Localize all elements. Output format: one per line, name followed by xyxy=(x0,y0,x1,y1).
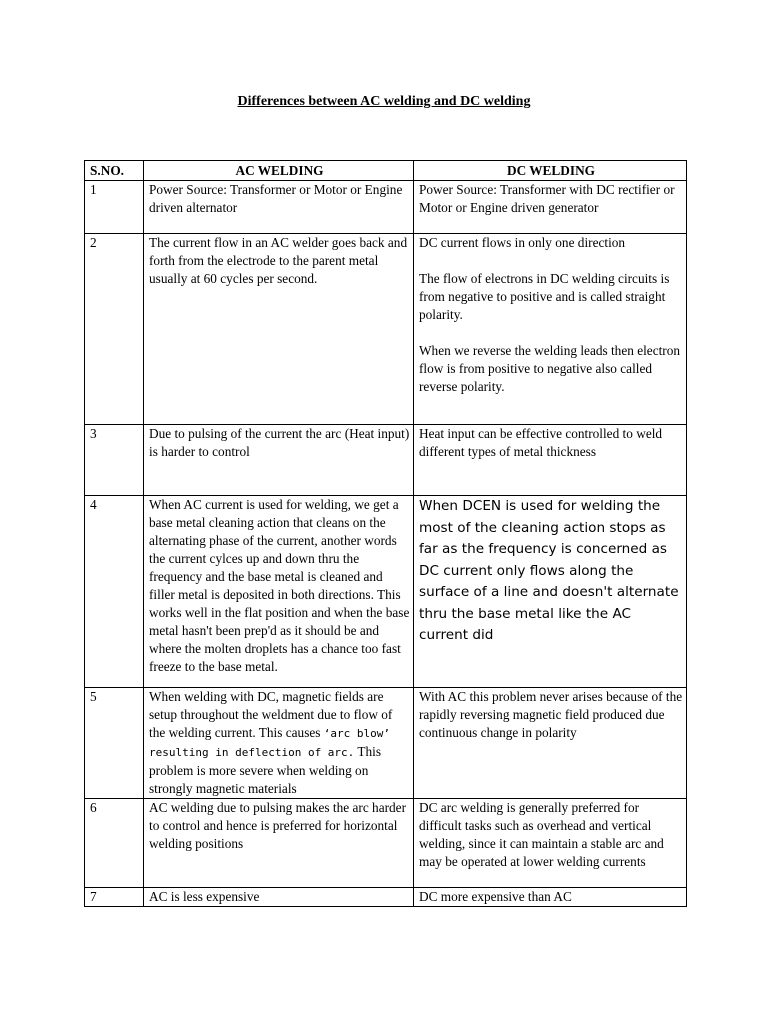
ac-cell: AC welding due to pulsing makes the arc harder to control and hence is preferred for horizontal welding positions xyxy=(144,799,414,888)
sno-cell: 4 xyxy=(85,496,144,688)
page-title: Differences between AC welding and DC welding xyxy=(237,94,531,109)
arc-blow-text: ‘arc blow’ resulting in deflection of arc. xyxy=(149,727,391,759)
header-dc-welding: DC WELDING xyxy=(414,161,687,181)
table-row xyxy=(85,799,687,888)
ac-cell xyxy=(144,688,414,799)
sno-cell: 6 xyxy=(85,799,144,888)
sno-cell: 3 xyxy=(85,425,144,496)
dc-cell xyxy=(414,888,687,907)
comparison-table xyxy=(84,160,687,907)
dc-cell xyxy=(414,425,687,496)
dc-text: Heat input can be effective controlled to weld different types of metal thickness xyxy=(419,426,663,459)
ac-text: When welding with DC, magnetic fields are setup throughout the weldment due to flow of the welding current. This causes xyxy=(149,689,393,740)
dc-text: With AC this problem never arises because of the rapidly reversing magnetic field produced due continuous change in polarity xyxy=(419,689,683,740)
dc-cell xyxy=(414,496,687,688)
dc-text: The flow of electrons in DC welding circuits is from negative to positive and is called straight polarity. xyxy=(419,271,670,322)
dc-cell xyxy=(414,688,687,799)
dc-text: DC more expensive than AC xyxy=(419,889,572,904)
sno-cell: 1 xyxy=(85,181,144,234)
dc-text: When we reverse the welding leads then electron flow is from positive to negative also called reverse polarity. xyxy=(419,343,681,394)
ac-cell: When AC current is used for welding, we get a base metal cleaning action that cleans on the alternating phase of the current, another words the current cylces up and down thru the frequency and the base metal is cleaned and filler metal is deposited in both directions. This works well in the flat position and when the base metal hasn't been prep'd as it should be and where the molten droplets has a chance too fast freeze to the base metal. xyxy=(144,496,414,688)
table-row xyxy=(85,234,687,425)
table-row xyxy=(85,181,687,234)
dc-cell xyxy=(414,234,687,425)
table-row xyxy=(85,688,687,799)
ac-text: This problem is more severe when welding on strongly magnetic materials xyxy=(149,744,382,796)
ac-cell: AC is less expensive xyxy=(144,888,414,907)
table-row xyxy=(85,425,687,496)
dc-cell xyxy=(414,799,687,888)
dc-text: When DCEN is used for welding the most of the cleaning action stops as far as the frequency is concerned as DC current only flows along the surface of a line and doesn't alternate thru the base metal like the AC current did xyxy=(419,498,679,643)
header-sno: S.NO. xyxy=(85,161,144,181)
header-ac-welding: AC WELDING xyxy=(144,161,414,181)
table-header-row xyxy=(85,161,687,181)
dc-text: DC arc welding is generally preferred for difficult tasks such as overhead and vertical welding, since it can maintain a stable arc and may be operated at lower welding currents xyxy=(419,800,664,869)
ac-cell: Power Source: Transformer or Motor or Engine driven alternator xyxy=(144,181,414,234)
table-row xyxy=(85,888,687,907)
sno-cell: 2 xyxy=(85,234,144,425)
dc-text: Power Source: Transformer with DC rectifier or Motor or Engine driven generator xyxy=(419,182,675,215)
dc-cell xyxy=(414,181,687,234)
dc-text: DC current flows in only one direction xyxy=(419,235,626,250)
sno-cell: 5 xyxy=(85,688,144,799)
ac-cell: The current flow in an AC welder goes back and forth from the electrode to the parent metal usually at 60 cycles per second. xyxy=(144,234,414,425)
ac-cell: Due to pulsing of the current the arc (Heat input) is harder to control xyxy=(144,425,414,496)
sno-cell: 7 xyxy=(85,888,144,907)
table-row xyxy=(85,496,687,688)
